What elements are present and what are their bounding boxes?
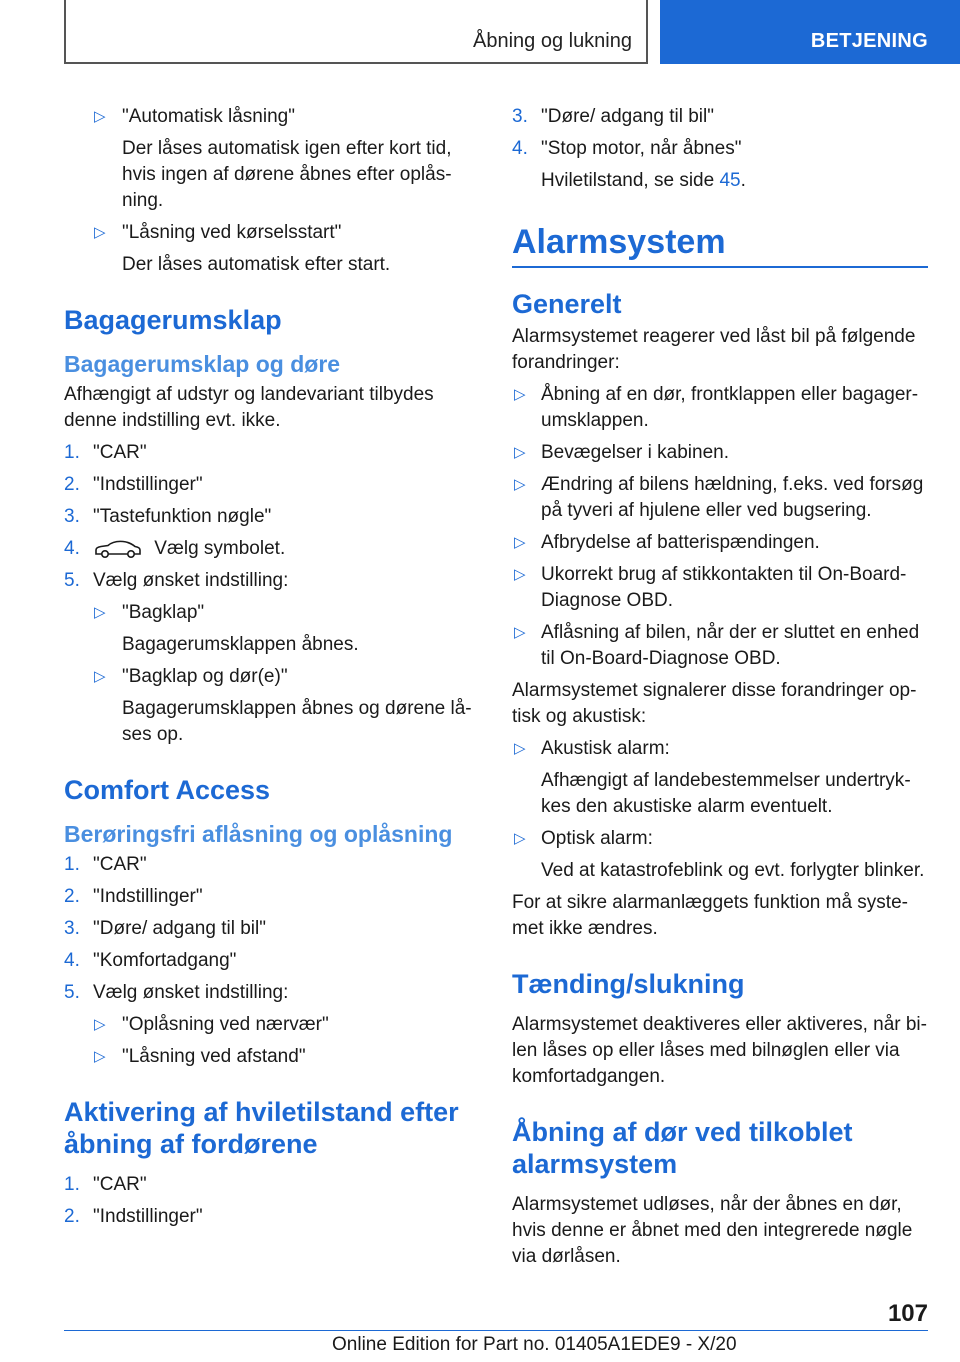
option-label: "Bagklap og dør(e)" bbox=[122, 666, 288, 687]
step-item bbox=[64, 916, 474, 942]
heading-generelt: Generelt bbox=[512, 289, 622, 319]
step-text: Vælg symbolet. bbox=[154, 538, 286, 559]
list-item bbox=[512, 440, 928, 466]
heading-comfort-access: Comfort Access bbox=[64, 775, 271, 805]
step-item bbox=[64, 536, 474, 562]
heading-beroringsfri: Berøringsfri aflåsning og oplåsning bbox=[64, 821, 453, 847]
list-text: Bevægelser i kabinen. bbox=[541, 442, 729, 463]
triangle-right-icon: ▷ bbox=[514, 566, 526, 583]
triangle-right-icon: ▷ bbox=[514, 624, 526, 641]
step-number: 3. bbox=[64, 918, 80, 939]
step-item bbox=[64, 884, 474, 910]
step-text: "Døre/ adgang til bil" bbox=[541, 106, 714, 127]
list-item bbox=[512, 620, 928, 672]
step-text: "Tastefunktion nøgle" bbox=[93, 506, 272, 527]
list-text: Ved at katastrofeblink og evt. forlygter blinker. bbox=[541, 860, 925, 881]
step-number: 2. bbox=[64, 474, 80, 495]
step-text: Vælg ønsket indstilling: bbox=[93, 982, 289, 1003]
step-number: 5. bbox=[64, 982, 80, 1003]
heading-bagagerumsklap-dore: Bagagerumsklap og døre bbox=[64, 351, 341, 377]
header-frame bbox=[64, 0, 648, 64]
heading-abning-dor: Åbning af dør ved tilkoblet alarmsystem bbox=[512, 1117, 853, 1179]
step-item bbox=[512, 136, 928, 194]
paragraph: Alarmsystemet udløses, når der åbnes en dør, hvis denne er åbnet med den integrerede nøgle via dørlåsen. bbox=[512, 1194, 913, 1267]
paragraph: Alarmsystemet reagerer ved låst bil på følgende forandringer: bbox=[512, 326, 916, 373]
step-number: 3. bbox=[512, 106, 528, 127]
triangle-right-icon: ▷ bbox=[514, 740, 526, 757]
step-text: "Stop motor, når åbnes" bbox=[541, 138, 742, 159]
heading-alarmsystem: Alarmsystem bbox=[512, 222, 928, 268]
list-label: Optisk alarm: bbox=[541, 828, 653, 849]
triangle-right-icon: ▷ bbox=[514, 444, 526, 461]
step-number: 4. bbox=[512, 138, 528, 159]
list-item bbox=[512, 472, 928, 524]
list-item bbox=[512, 826, 928, 884]
step-item bbox=[64, 504, 474, 530]
step-item bbox=[64, 980, 474, 1006]
list-item bbox=[512, 382, 928, 434]
step-text: "CAR" bbox=[93, 1174, 147, 1195]
option-label: "Bagklap" bbox=[122, 602, 205, 623]
triangle-right-icon: ▷ bbox=[514, 830, 526, 847]
triangle-right-icon: ▷ bbox=[94, 1048, 106, 1065]
list-item bbox=[512, 530, 928, 556]
list-text: Ukorrekt brug af stikkontakten til On-Board-Diagnose OBD. bbox=[541, 564, 907, 611]
list-text: Afhængigt af landebestemmelser undertrykkes den akustiske alarm eventuelt. bbox=[541, 770, 911, 817]
step-number: 1. bbox=[64, 1174, 80, 1195]
list-item bbox=[512, 736, 928, 820]
paragraph: Afhængigt af udstyr og landevariant tilbydes denne indstilling evt. ikke. bbox=[64, 384, 434, 431]
list-text: Åbning af en dør, frontklappen eller bagagerumsklappen. bbox=[541, 384, 919, 431]
triangle-right-icon: ▷ bbox=[94, 108, 106, 125]
step-text: "Indstillinger" bbox=[93, 886, 203, 907]
heading-aktivering: Aktivering af hviletilstand efter åbning af fordørene bbox=[64, 1097, 459, 1159]
triangle-right-icon: ▷ bbox=[94, 604, 106, 621]
step-item bbox=[64, 948, 474, 974]
step-text: "Døre/ adgang til bil" bbox=[93, 918, 266, 939]
step-text: "Indstillinger" bbox=[93, 474, 203, 495]
step-item bbox=[64, 852, 474, 878]
note-suffix: . bbox=[740, 170, 746, 191]
footer-divider bbox=[64, 1330, 928, 1331]
step-text: Vælg ønsket indstilling: bbox=[93, 570, 289, 591]
option-label: "Oplåsning ved nærvær" bbox=[122, 1014, 329, 1035]
triangle-right-icon: ▷ bbox=[94, 1016, 106, 1033]
left-column bbox=[64, 104, 474, 1236]
step-number: 3. bbox=[64, 506, 80, 527]
chapter-tab[interactable] bbox=[660, 0, 960, 64]
step-item bbox=[64, 440, 474, 466]
car-icon bbox=[93, 538, 143, 560]
list-label: Akustisk alarm: bbox=[541, 738, 670, 759]
step-text: "Indstillinger" bbox=[93, 1206, 203, 1227]
heading-taending: Tænding/slukning bbox=[512, 969, 745, 999]
option-label: "Automatisk låsning" bbox=[122, 106, 295, 127]
option-text: Bagagerumsklappen åbnes og dørene låses op. bbox=[122, 698, 472, 745]
list-item bbox=[64, 220, 474, 278]
step-number: 4. bbox=[64, 538, 80, 559]
option-text: Bagagerumsklappen åbnes. bbox=[122, 634, 359, 655]
step-text: "CAR" bbox=[93, 854, 147, 875]
step-number: 1. bbox=[64, 854, 80, 875]
triangle-right-icon: ▷ bbox=[514, 476, 526, 493]
list-text: Ændring af bilens hældning, f.eks. ved forsøg på tyveri af hjulene eller ved bugsering. bbox=[541, 474, 924, 521]
list-text: Afbrydelse af batterispændingen. bbox=[541, 532, 820, 553]
list-item bbox=[64, 664, 474, 748]
list-item bbox=[64, 1012, 474, 1038]
edition-text: Online Edition for Part no. 01405A1EDE9 - X/20 bbox=[332, 1334, 737, 1355]
step-item bbox=[64, 472, 474, 498]
step-text: "Komfortadgang" bbox=[93, 950, 237, 971]
page-number: 107 bbox=[887, 1300, 928, 1327]
list-item bbox=[512, 562, 928, 614]
paragraph: Alarmsystemet signalerer disse forandringer optisk og akustisk: bbox=[512, 680, 917, 727]
step-number: 5. bbox=[64, 570, 80, 591]
step-item bbox=[64, 1172, 474, 1198]
list-text: Aflåsning af bilen, når der er sluttet en enhed til On-Board-Diagnose OBD. bbox=[541, 622, 920, 669]
heading-bagagerumsklap: Bagagerumsklap bbox=[64, 305, 282, 335]
option-text: Der låses automatisk efter start. bbox=[122, 254, 391, 275]
option-text: Der låses automatisk igen efter kort tid, hvis ingen af dørene åbnes efter oplåsning. bbox=[122, 138, 452, 211]
page-reference-link[interactable]: 45 bbox=[719, 170, 741, 191]
section-title: Åbning og lukning bbox=[472, 30, 632, 52]
step-item bbox=[64, 568, 474, 594]
right-column bbox=[512, 104, 928, 1276]
paragraph: For at sikre alarmanlæggets funktion må systemet ikke ændres. bbox=[512, 892, 908, 939]
chapter-title: BETJENING bbox=[810, 30, 928, 52]
list-item bbox=[64, 104, 474, 214]
option-label: "Låsning ved kørselsstart" bbox=[122, 222, 342, 243]
step-number: 2. bbox=[64, 1206, 80, 1227]
triangle-right-icon: ▷ bbox=[514, 386, 526, 403]
step-note bbox=[541, 168, 928, 194]
triangle-right-icon: ▷ bbox=[94, 668, 106, 685]
list-item bbox=[64, 1044, 474, 1070]
triangle-right-icon: ▷ bbox=[94, 224, 106, 241]
step-number: 1. bbox=[64, 442, 80, 463]
step-text: "CAR" bbox=[93, 442, 147, 463]
triangle-right-icon: ▷ bbox=[514, 534, 526, 551]
step-number: 2. bbox=[64, 886, 80, 907]
option-label: "Låsning ved afstand" bbox=[122, 1046, 306, 1067]
step-item bbox=[64, 1204, 474, 1230]
note-text: Hviletilstand, se side bbox=[541, 170, 720, 191]
list-item bbox=[64, 600, 474, 658]
paragraph: Alarmsystemet deaktiveres eller aktiveres, når bilen låses op eller låses med bilnøglen eller via komfortadgangen. bbox=[512, 1014, 927, 1087]
step-item bbox=[512, 104, 928, 130]
step-number: 4. bbox=[64, 950, 80, 971]
